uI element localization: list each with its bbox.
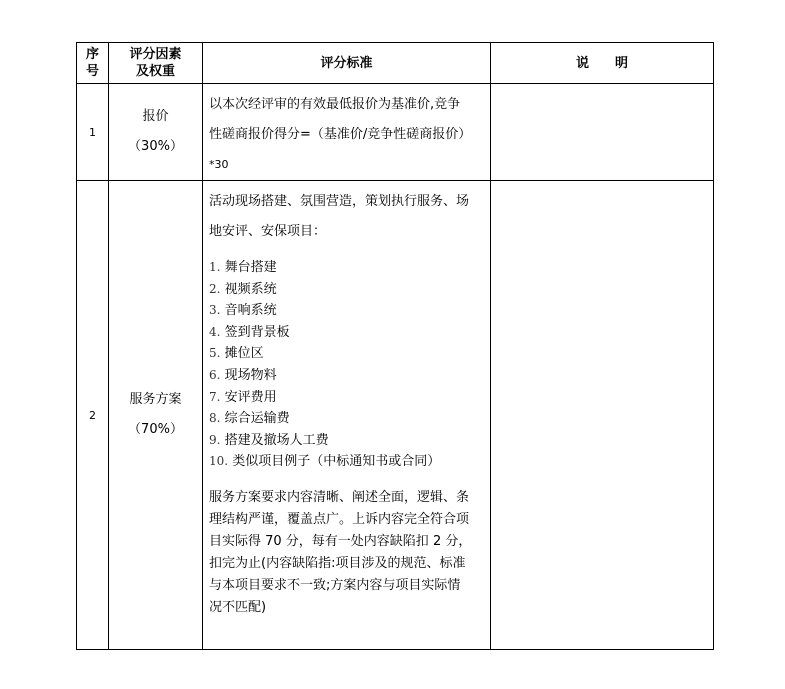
- list-item-number: 9.: [209, 432, 221, 447]
- list-item-text: 搭建及撤场人工费: [224, 432, 329, 448]
- list-item-number: 5.: [209, 346, 221, 361]
- description-line: 况不匹配): [209, 599, 267, 615]
- list-item: [209, 279, 484, 301]
- table-row: [77, 181, 714, 650]
- row1-weight: （30%）: [128, 139, 183, 154]
- header-note: 说 明: [491, 43, 714, 84]
- list-item-text: 音响系统: [224, 303, 277, 319]
- header-factor-line1: 评分因素: [129, 47, 182, 62]
- list-item-number: 4.: [209, 324, 221, 339]
- row1-criteria-line1: 以本次经评审的有效最低报价为基准价,竞争: [209, 97, 461, 112]
- header-seq-line1: 序: [85, 47, 99, 62]
- list-item: [209, 387, 484, 409]
- table-row: [77, 84, 714, 181]
- list-item-text: 摊位区: [224, 346, 264, 362]
- list-item-text: 类似项目例子（中标通知书或合同）: [232, 454, 441, 470]
- header-row: [77, 43, 714, 84]
- list-item: [209, 451, 484, 473]
- row2-factor: 服务方案: [129, 392, 182, 407]
- list-item-number: 6.: [209, 367, 221, 382]
- list-item-text: 舞台搭建: [224, 260, 277, 275]
- description-line: 理结构严谨，覆盖点广。上诉内容完全符合项: [209, 511, 470, 527]
- list-item-number: 7.: [209, 389, 221, 404]
- list-item: [209, 257, 484, 279]
- list-item-number: 2.: [209, 281, 221, 296]
- description-line: 目实际得 70 分，每有一处内容缺陷扣 2 分，: [209, 533, 472, 549]
- list-item-number: 8.: [209, 411, 221, 426]
- row2-weight: （70%）: [128, 422, 183, 437]
- header-seq: [77, 43, 109, 84]
- row2-description: [209, 487, 484, 619]
- list-item-text: 综合运输费: [224, 411, 290, 427]
- list-item: [209, 408, 484, 430]
- description-line: 与本项目要求不一致;方案内容与项目实际情: [209, 577, 461, 593]
- row2-intro-line2: 地安评、安保项目：: [209, 224, 327, 239]
- row1-seq: 1: [77, 84, 109, 181]
- description-line: 扣完为止(内容缺陷指:项目涉及的规范、标准: [209, 555, 466, 571]
- list-item: [209, 430, 484, 452]
- list-item: [209, 365, 484, 387]
- row2-factor-cell: [109, 181, 203, 650]
- row1-criteria-line3: *30: [209, 158, 229, 171]
- row2-criteria: [203, 181, 491, 650]
- header-criteria: 评分标准: [203, 43, 491, 84]
- row2-seq: 2: [77, 181, 109, 650]
- row1-criteria: [203, 84, 491, 181]
- list-item-text: 现场物料: [224, 367, 277, 383]
- list-item-number: 10.: [209, 454, 229, 469]
- header-factor: [109, 43, 203, 84]
- row2-intro-line1: 活动现场搭建、氛围营造，策划执行服务、场: [209, 194, 470, 209]
- list-item-number: 3.: [209, 303, 221, 318]
- row1-note: [491, 84, 714, 181]
- row2-item-list: [209, 257, 484, 473]
- list-item: [209, 300, 484, 322]
- list-item: [209, 343, 484, 365]
- row1-criteria-line2: 性磋商报价得分=（基准价/竞争性磋商报价）: [209, 127, 472, 142]
- header-seq-line2: 号: [85, 64, 99, 79]
- list-item-number: 1.: [209, 260, 221, 274]
- list-item: [209, 322, 484, 344]
- list-item-text: 签到背景板: [224, 324, 290, 340]
- row1-factor-cell: [109, 84, 203, 181]
- list-item-text: 安评费用: [224, 389, 277, 405]
- header-factor-line2: 及权重: [135, 64, 175, 79]
- description-line: 服务方案要求内容清晰、阐述全面，逻辑、条: [209, 489, 470, 505]
- scoring-table: [76, 42, 714, 650]
- row2-note: [491, 181, 714, 650]
- list-item-text: 视频系统: [224, 281, 277, 297]
- row1-factor: 报价: [142, 109, 169, 124]
